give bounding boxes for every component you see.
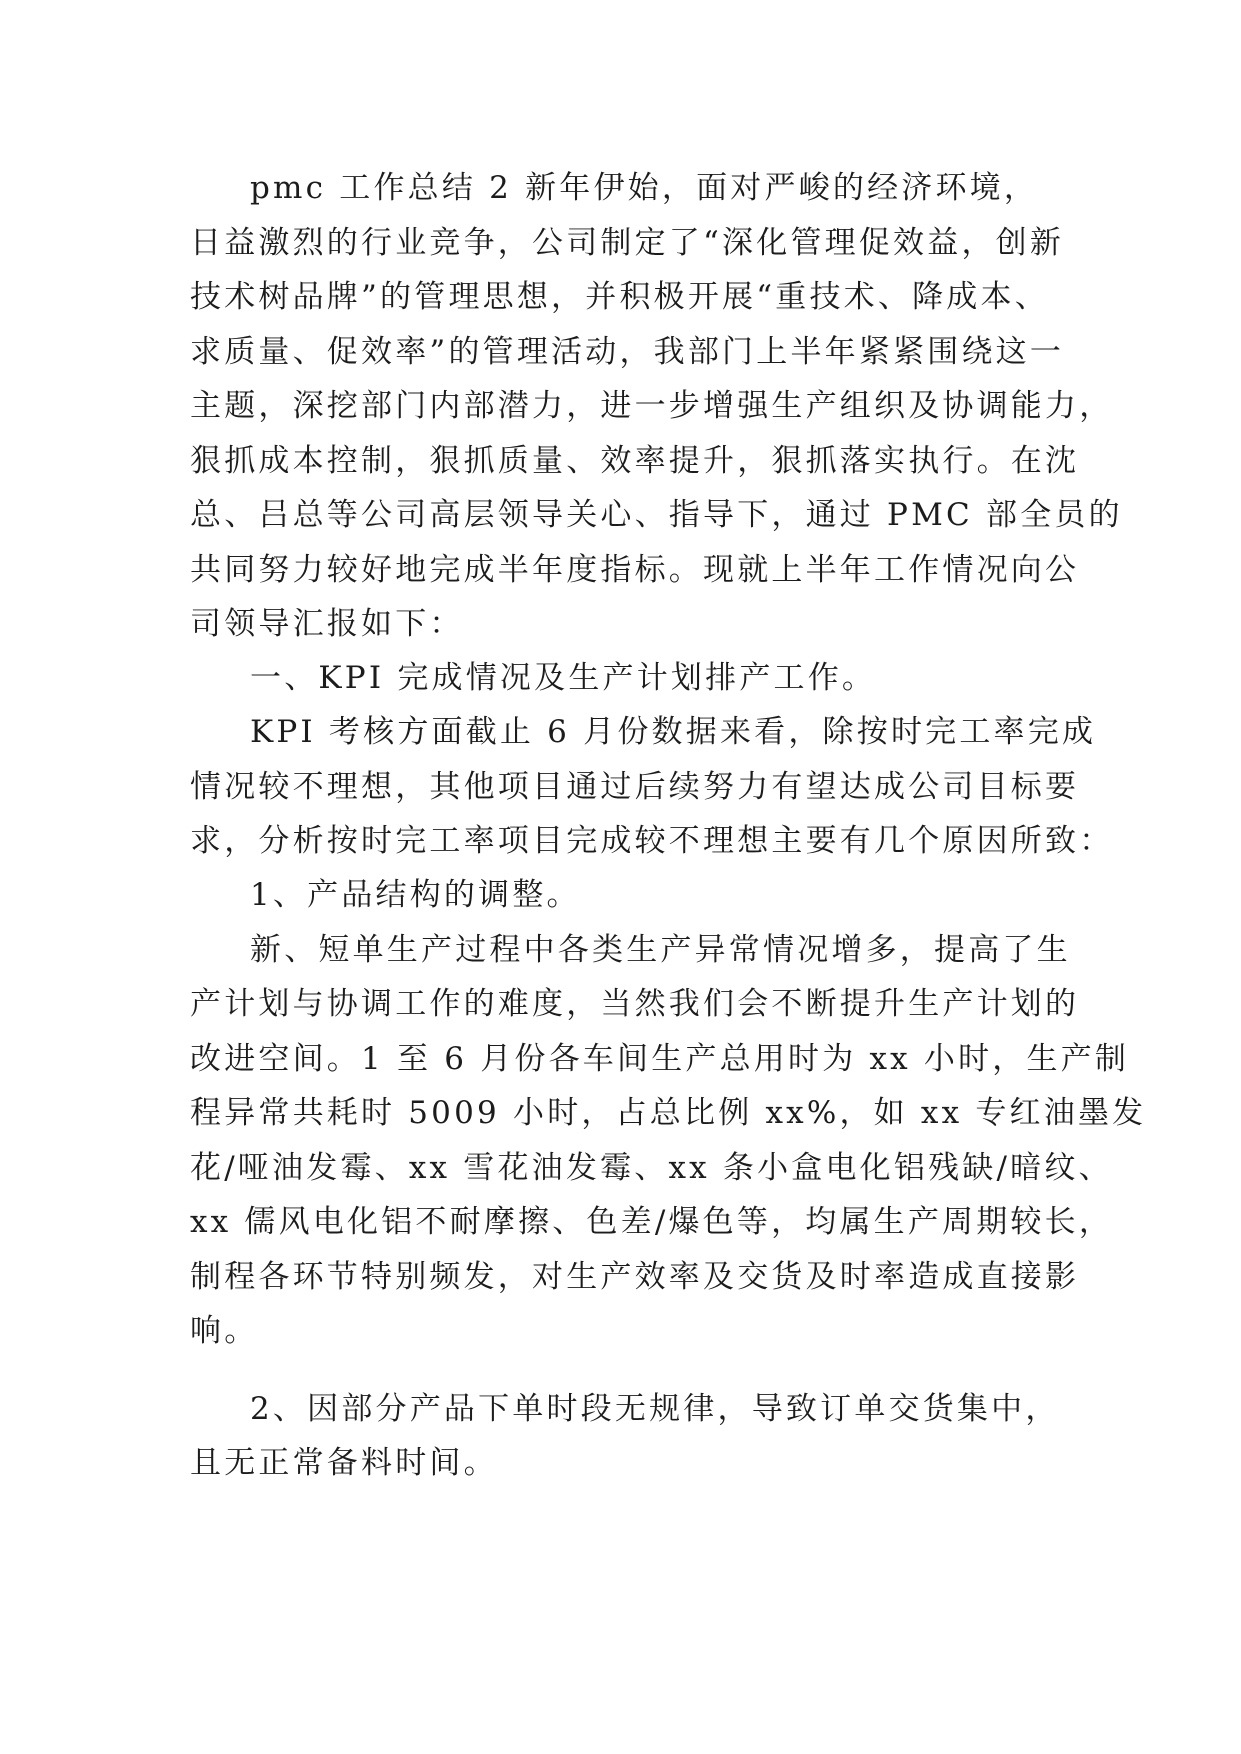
text-line: 花/哑油发霉、xx 雪花油发霉、xx 条小盒电化铝残缺/暗纹、 bbox=[190, 1150, 1113, 1186]
text-line: 情况较不理想，其他项目通过后续努力有望达成公司目标要 bbox=[190, 769, 1080, 805]
text-line: 改进空间。1 至 6 月份各车间生产总用时为 xx 小时，生产制 bbox=[190, 1041, 1130, 1077]
text-line: 程异常共耗时 5009 小时，占总比例 xx%，如 xx 专红油墨发 bbox=[190, 1095, 1147, 1131]
text-line: KPI 考核方面截止 6 月份数据来看，除按时完工率完成 bbox=[250, 714, 1097, 750]
text-line: 总、吕总等公司高层领导关心、指导下，通过 PMC 部全员的 bbox=[190, 497, 1123, 533]
text-line: 产计划与协调工作的难度，当然我们会不断提升生产计划的 bbox=[190, 986, 1080, 1022]
text-line: 狠抓成本控制，狠抓质量、效率提升，狠抓落实执行。在沈 bbox=[190, 443, 1080, 479]
text-line: 求，分析按时完工率项目完成较不理想主要有几个原因所致： bbox=[190, 823, 1114, 859]
text-line: 且无正常备料时间。 bbox=[190, 1445, 498, 1481]
subsection-heading: 2、因部分产品下单时段无规律，导致订单交货集中， bbox=[250, 1391, 1060, 1427]
text-line: pmc 工作总结 2 新年伊始，面对严峻的经济环境， bbox=[250, 170, 1039, 206]
text-line: 制程各环节特别频发，对生产效率及交货及时率造成直接影 bbox=[190, 1259, 1080, 1295]
text-line: 主题，深挖部门内部潜力，进一步增强生产组织及协调能力， bbox=[190, 388, 1114, 424]
text-line: 技术树品牌”的管理思想，并积极开展“重技术、降成本、 bbox=[190, 279, 1049, 315]
text-line: 响。 bbox=[190, 1313, 259, 1349]
section-heading: 一、KPI 完成情况及生产计划排产工作。 bbox=[250, 660, 877, 696]
text-line: 求质量、促效率”的管理活动，我部门上半年紧紧围绕这一 bbox=[190, 334, 1065, 370]
text-line: 日益激烈的行业竞争，公司制定了“深化管理促效益，创新 bbox=[190, 225, 1065, 261]
text-line: 司领导汇报如下： bbox=[190, 606, 464, 642]
text-line: 新、短单生产过程中各类生产异常情况增多，提高了生 bbox=[250, 932, 1071, 968]
subsection-heading: 1、产品结构的调整。 bbox=[250, 877, 581, 913]
text-line: 共同努力较好地完成半年度指标。现就上半年工作情况向公 bbox=[190, 552, 1080, 588]
text-line: xx 儒风电化铝不耐摩擦、色差/爆色等，均属生产周期较长， bbox=[190, 1204, 1114, 1240]
